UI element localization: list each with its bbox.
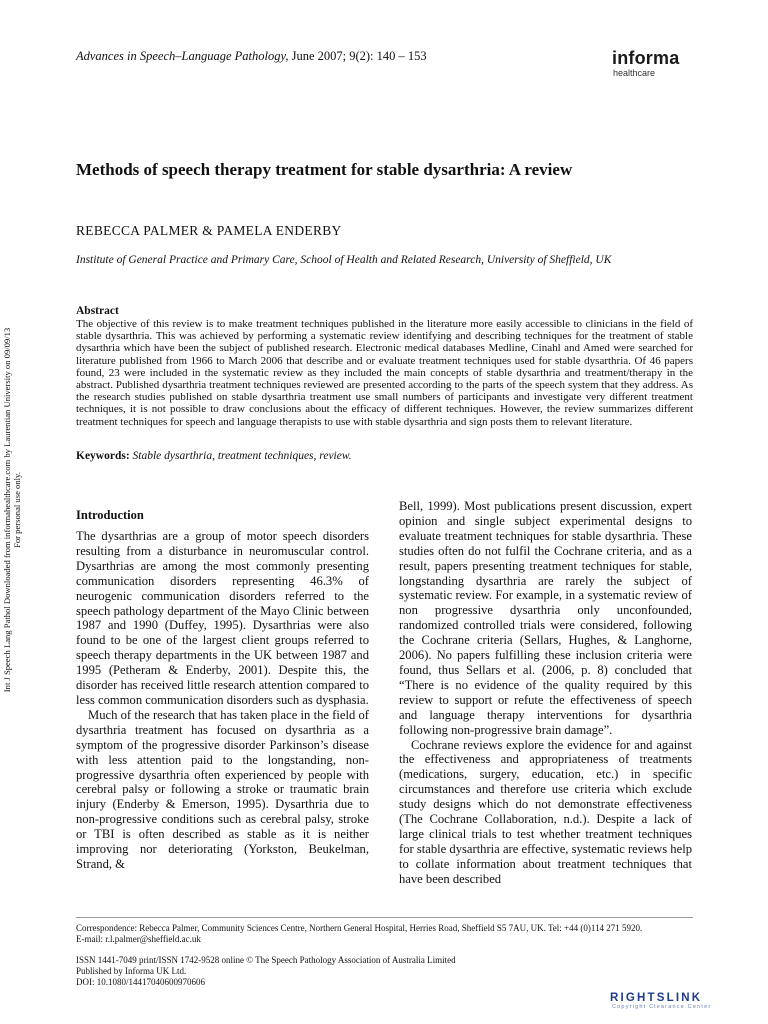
publisher-note: Published by Informa UK Ltd. (76, 966, 187, 976)
rightslink-brand: RIGHTSLINK (610, 992, 703, 1004)
publisher-logo (612, 48, 712, 78)
download-stamp-line1: Int J Speech Lang Pathol Downloaded from informahealthcare.com by Laurentian University on 09/09/13 (2, 327, 12, 693)
keywords-label: Keywords: (76, 450, 130, 462)
doi-note: DOI: 10.1080/14417040600970606 (76, 977, 205, 987)
publisher-logo-main: informa (612, 48, 680, 68)
paragraph: The dysarthrias are a group of motor speech disorders resulting from a disturbance in neuromuscular control. Dysarthrias are among the most commonly presenting communication disorders representing 46.3% of neurogenic communication disorders referred to the speech pathology department of the Mayo Clinic between 1987 and 1990 (Duffey, 1995). Dysarthrias were also found to be one of the largest client groups referred to speech therapy departments in the UK between 1987 and 1995 (Petheram & Enderby, 2001). Despite this, the disorder has received little research attention compared to less common communication disorders such as dysphasia. (76, 529, 369, 707)
paragraph: Much of the research that has taken place in the field of dysarthria treatment has focused on dysarthria as a symptom of the progressive disorder Parkinson’s disease with less attention paid to the longstanding, non-progressive dysarthria often experienced by people with cerebral palsy or following a stroke or traumatic brain injury (Enderby & Emerson, 1995). Dysarthria due to non-progressive conditions such as cerebral palsy, stroke or TBI is often described as stable as it is neither improving nor deteriorating (Yorkston, Beukelman, Strand, & (76, 707, 369, 871)
keywords (76, 450, 352, 462)
introduction-heading: Introduction (76, 508, 144, 522)
footnote-divider (76, 917, 693, 918)
journal-citation (76, 49, 427, 64)
keywords-terms: Stable dysarthria, treatment techniques, review. (132, 450, 352, 462)
download-stamp-line2: For personal use only. (12, 472, 22, 548)
right-column (399, 499, 692, 887)
issn-note: ISSN 1441-7049 print/ISSN 1742-9528 online © The Speech Pathology Association of Australia Limited (76, 955, 456, 965)
abstract-text: The objective of this review is to make treatment techniques published in the literature more easily accessible to clinicians in the field of stable dysarthria. This was achieved by performing a systematic review identifying and describing techniques for the treatment of stable dysarthria which have been the subject of published research. Electronic medical databases Medline, Cinahl and Amed were searched for literature published from 1966 to March 2006 that describe and or evaluate treatment techniques used for stable dysarthria. Of 46 papers found, 23 were included in the systematic review as they included the main concepts of stable dysarthria and treatment/therapy in the abstract. Published dysarthria treatment techniques reviewed are presented according to the parts of the speech system that they address. As the research studies published on stable dysarthria treatment use small numbers of participants and investigate very different treatment techniques, it is not possible to draw conclusions about the efficacy of different techniques. However, the review summarizes different treatment techniques for speech and language therapists to use with stable dysarthria and sign posts them to relevant literature. (76, 318, 693, 428)
article-authors: REBECCA PALMER & PAMELA ENDERBY (76, 223, 342, 238)
left-column (76, 529, 369, 872)
download-stamp (0, 300, 24, 720)
publisher-logo-sub: healthcare (613, 68, 656, 78)
rightslink-sub: Copyright Clearance Center (612, 1004, 712, 1010)
journal-issue: June 2007; 9(2): 140 – 153 (288, 49, 427, 63)
article-affiliation: Institute of General Practice and Primary Care, School of Health and Related Research, University of Sheffield, UK (76, 254, 612, 266)
rightslink-watermark (610, 988, 750, 1012)
correspondence-note: Correspondence: Rebecca Palmer, Community Sciences Centre, Northern General Hospital, Herries Road, Sheffield S5 7AU, UK. Tel: +44 (0)114 271 5920. (76, 923, 643, 933)
journal-name: Advances in Speech–Language Pathology, (76, 49, 289, 63)
paragraph: Cochrane reviews explore the evidence for and against the effectiveness and appropriateness of treatments (medications, surgery, education, etc.) in specific circumstances and therefore use criteria which exclude study designs which do not demonstrate effectiveness (The Cochrane Collaboration, n.d.). Despite a lack of large clinical trials to test whether treatment techniques for stable dysarthria are effective, systematic reviews help to collate information about treatment techniques that have been described (399, 737, 692, 886)
abstract-heading: Abstract (76, 305, 119, 317)
correspondence-email: E-mail: r.l.palmer@sheffield.ac.uk (76, 934, 201, 944)
article-title: Methods of speech therapy treatment for stable dysarthria: A review (76, 160, 573, 179)
paragraph: Bell, 1999). Most publications present discussion, expert opinion and single subject experimental designs to evaluate treatment techniques for stable dysarthria. These studies often do not fulfil the Cochrane criteria, and as a result, papers presenting treatment techniques for stable, longstanding dysarthria are rarely the subject of systematic review. For example, in a systematic review of non progressive dysarthria only unconfounded, randomized controlled trials were considered, following the Cochrane criteria (Sellars, Hughes, & Langhorne, 2006). No papers fulfilling these inclusion criteria were found, thus Sellars et al. (2006, p. 8) concluded that “There is no evidence of the quality required by this review to support or refute the effectiveness of speech and language therapy interventions for dysarthria following non-progressive brain damage”. (399, 499, 692, 737)
